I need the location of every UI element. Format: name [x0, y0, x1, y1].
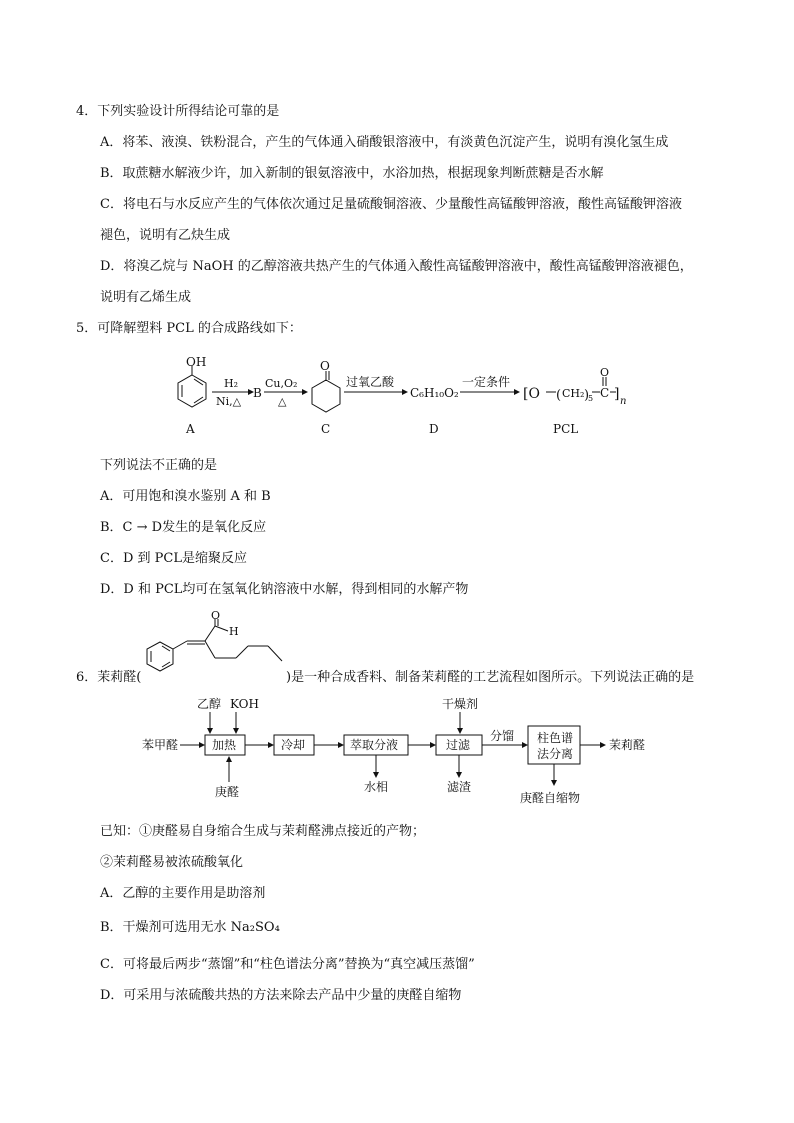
q5-option-b: B．C → D发生的是氧化反应: [100, 520, 267, 535]
svg-text:O: O: [600, 366, 610, 379]
pcl-synthesis-scheme: [0, 345, 794, 445]
compound-c-label: C: [321, 422, 331, 436]
reagent-h2: H₂: [224, 377, 239, 390]
svg-text:CH₂: CH₂: [562, 387, 585, 400]
phenol-oh-label: OH: [186, 355, 207, 369]
q5-option-d: D．D 和 PCL均可在氢氧化钠溶液中水解，得到相同的水解产物: [100, 582, 469, 597]
flow-koh: KOH: [230, 697, 259, 711]
reagent-cu-o2: Cu,O₂: [265, 377, 298, 390]
q5-prompt: 下列说法不正确的是: [100, 458, 218, 473]
svg-text:C: C: [600, 386, 610, 400]
q6-option-b: B．干燥剂可选用无水 Na₂SO₄: [100, 920, 280, 935]
svg-text:[O: [O: [523, 386, 540, 402]
q4-option-d-cont: 说明有乙烯生成: [100, 290, 192, 305]
q6-stem-left: 6．茉莉醛(: [76, 670, 142, 685]
flow-heptanal: 庚醛: [215, 785, 240, 799]
reagent-peracetic-acid: 过氧乙酸: [346, 375, 395, 389]
q6-stem-right: )是一种合成香料、制备茉莉醛的工艺流程如图所示。下列说法正确的是: [286, 670, 695, 685]
svg-text:n: n: [620, 396, 627, 407]
process-flow-diagram: [0, 688, 794, 810]
q4-option-a: A．将苯、液溴、铁粉混合，产生的气体通入硝酸银溶液中，有淡黄色沉淀产生，说明有溴化氢生成: [100, 135, 669, 150]
compound-a-label: A: [186, 422, 195, 436]
jasminaldehyde-structure: [130, 608, 290, 688]
svg-text:5: 5: [588, 394, 594, 403]
reaction-arrow-3-head: [402, 389, 408, 395]
compound-d-formula: C₆H₁₀O₂: [410, 386, 459, 400]
q5-stem: 5．可降解塑料 PCL 的合成路线如下：: [76, 321, 302, 336]
q6-option-d: D．可采用与浓硫酸共热的方法来除去产品中少量的庚醛自缩物: [100, 988, 462, 1003]
q4-option-b: B．取蔗糖水解液少许，加入新制的银氨溶液中，水浴加热，根据现象判断蔗糖是否水解: [100, 166, 604, 181]
flow-aqueous: 水相: [364, 780, 389, 794]
flow-self-condensate: 庚醛自缩物: [520, 791, 581, 805]
aldehyde-o-label: O: [211, 609, 221, 622]
flow-product: 茉莉醛: [609, 738, 646, 752]
phenol-structure: [178, 366, 206, 407]
q4-option-d: D．将溴乙烷与 NaOH 的乙醇溶液共热产生的气体通入酸性高锰酸钾溶液中，酸性高锰酸钾溶液褪色，: [100, 259, 693, 274]
compound-b-label: B: [253, 386, 262, 400]
q5-option-c: C．D 到 PCL是缩聚反应: [100, 551, 247, 566]
reagent-certain-conditions: 一定条件: [462, 375, 511, 389]
flow-filter: 过滤: [446, 738, 471, 752]
flow-distill: 分馏: [490, 729, 515, 743]
pcl-label: PCL: [553, 422, 579, 436]
flow-cool: 冷却: [281, 738, 306, 752]
reaction-arrow-2-head: [302, 389, 308, 395]
svg-text:]: ]: [614, 386, 620, 402]
compound-d-label: D: [429, 422, 439, 436]
flow-column-line1: 柱色谱: [537, 731, 574, 745]
reagent-ni-heat: Ni,△: [216, 395, 242, 408]
q6-option-c: C．可将最后两步“蒸馏”和“柱色谱法分离”替换为“真空减压蒸馏”: [100, 957, 475, 972]
aldehyde-h-label: H: [229, 625, 239, 638]
svg-text:): ): [584, 388, 590, 403]
flow-benzaldehyde: 苯甲醛: [142, 738, 179, 752]
ketone-o-label: O: [320, 359, 330, 373]
q4-option-c-cont: 褪色，说明有乙炔生成: [100, 228, 231, 243]
q6-known: 已知：①庚醛易自身缩合生成与茉莉醛沸点接近的产物；: [100, 824, 426, 839]
svg-text:(: (: [556, 388, 562, 403]
flow-extract: 萃取分液: [350, 738, 399, 752]
flow-ethanol: 乙醇: [197, 697, 222, 711]
q4-option-c: C．将电石与水反应产生的气体依次通过足量硫酸铜溶液、少量酸性高锰酸钾溶液，酸性高锰酸钾溶液: [100, 197, 682, 212]
reaction-arrow-4-head: [514, 389, 520, 395]
pcl-polymer-structure: [523, 366, 626, 407]
reagent-heat: △: [278, 395, 287, 408]
q6-option-a: A．乙醇的主要作用是助溶剂: [100, 886, 266, 901]
q5-option-a: A．可用饱和溴水鉴别 A 和 B: [100, 489, 271, 504]
cyclohexanone-structure: [312, 371, 340, 412]
q4-stem: 4．下列实验设计所得结论可靠的是: [76, 104, 280, 119]
q6-known-2: ②茉莉醛易被浓硫酸氧化: [100, 855, 244, 870]
flow-heat: 加热: [212, 738, 237, 752]
flow-drying-agent: 干燥剂: [442, 697, 479, 711]
flow-residue: 滤渣: [447, 780, 472, 794]
flow-column-line2: 法分离: [537, 747, 574, 761]
